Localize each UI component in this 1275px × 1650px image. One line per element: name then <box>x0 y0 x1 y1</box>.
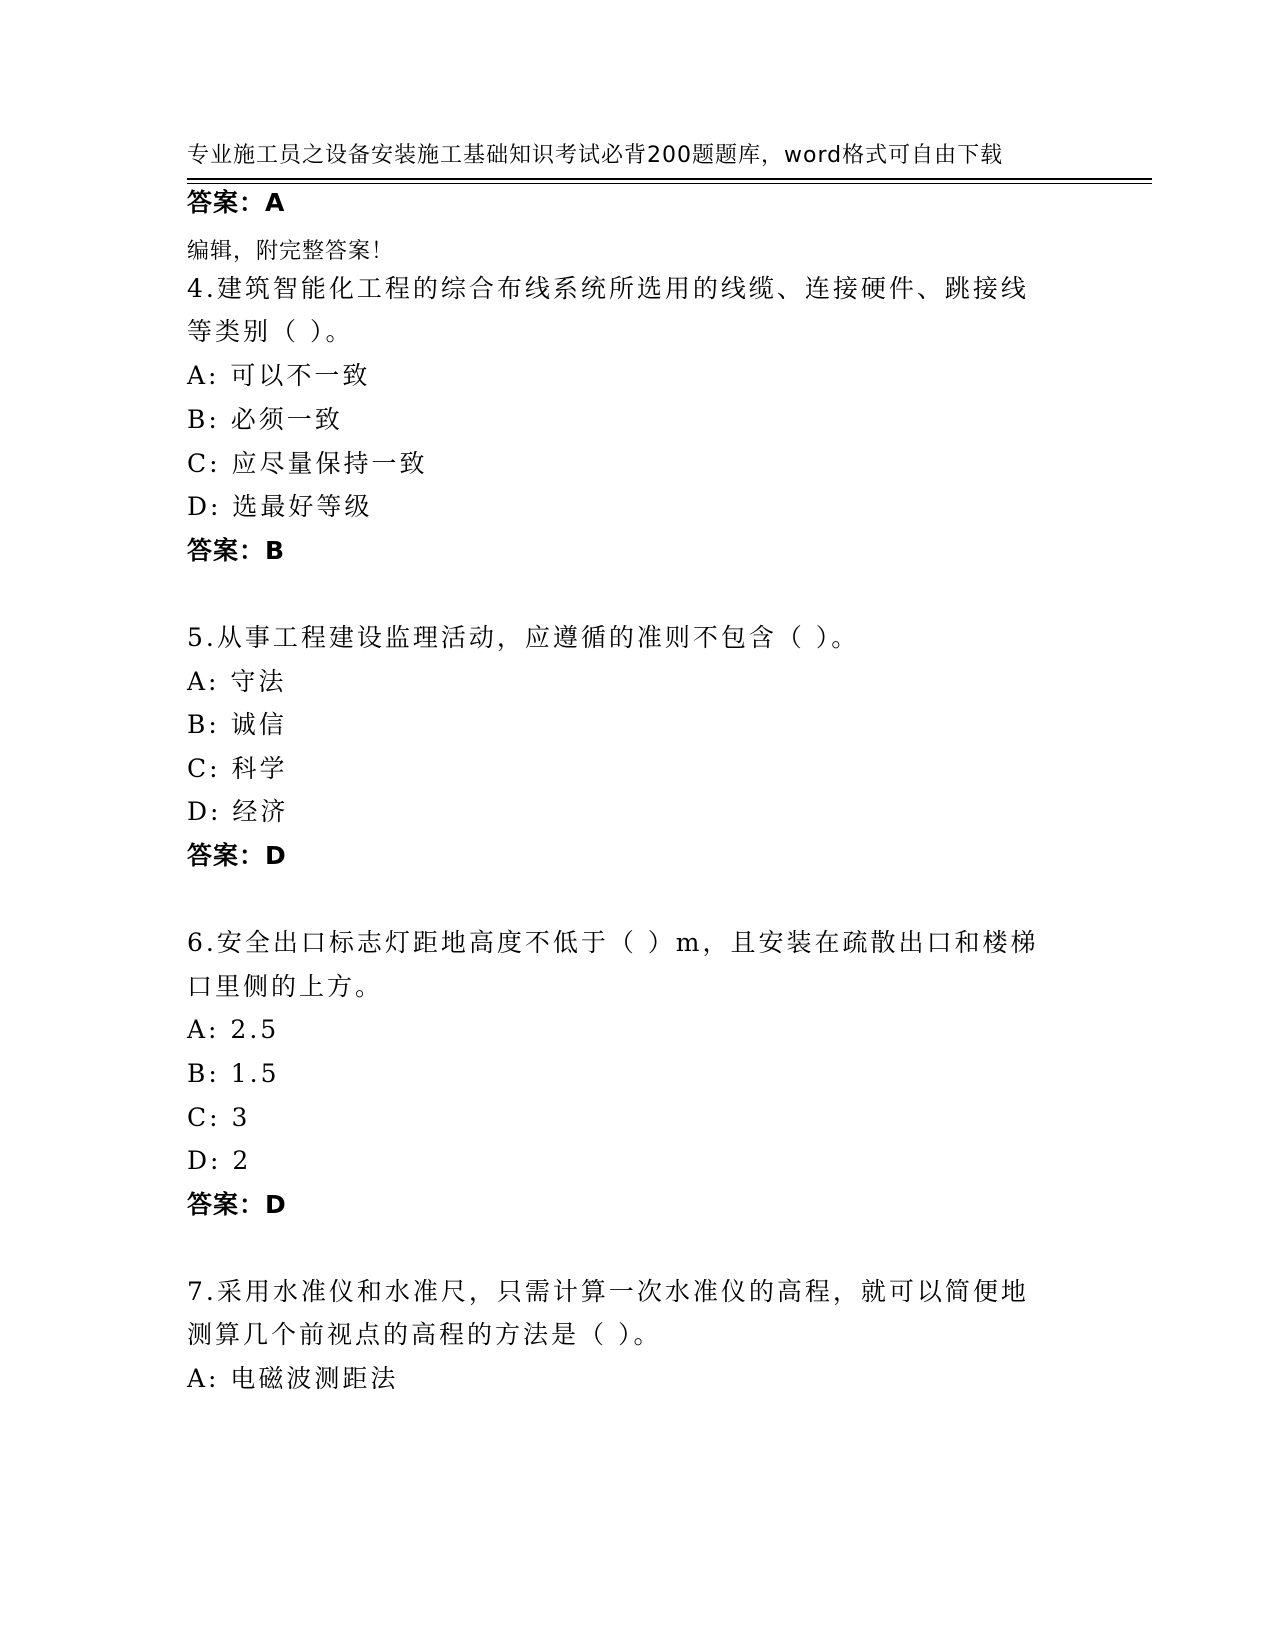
header-rule-thick <box>187 178 1152 180</box>
header-rule-thin <box>187 183 1152 184</box>
question-5-option-d: D: 经济 <box>187 797 289 826</box>
question-7-line-1: 7.采用水准仪和水准尺，只需计算一次水准仪的高程，就可以简便地 <box>187 1277 1029 1306</box>
question-6-option-a: A: 2.5 <box>187 1015 280 1044</box>
question-7-option-a: A: 电磁波测距法 <box>187 1364 399 1393</box>
question-4-line-2: 等类别（ ）。 <box>187 317 354 346</box>
question-5-option-a: A: 守法 <box>187 667 287 696</box>
question-4-line-1: 4.建筑智能化工程的综合布线系统所选用的线缆、连接硬件、跳接线 <box>187 274 1029 303</box>
question-6-line-1: 6.安全出口标志灯距地高度不低于（ ）m，且安装在疏散出口和楼梯 <box>187 928 1039 957</box>
question-6-option-b: B: 1.5 <box>187 1059 280 1088</box>
question-5-option-c: C: 科学 <box>187 754 288 783</box>
question-7-line-2: 测算几个前视点的高程的方法是（ ）。 <box>187 1320 662 1349</box>
question-6-line-2: 口里侧的上方。 <box>187 972 384 1001</box>
header-line-2: 编辑，附完整答案！ <box>187 239 395 264</box>
question-6-option-c: C: 3 <box>187 1103 251 1132</box>
question-4-answer: 答案：B <box>187 536 286 565</box>
question-5-answer: 答案：D <box>187 841 287 870</box>
question-4-option-a: A: 可以不一致 <box>187 361 371 390</box>
question-4-option-b: B: 必须一致 <box>187 405 343 434</box>
header-line-1: 专业施工员之设备安装施工基础知识考试必背200题题库，word格式可自由下载 <box>187 143 1004 168</box>
answer-line: 答案：A <box>187 188 286 217</box>
question-4-option-c: C: 应尽量保持一致 <box>187 449 428 478</box>
question-6-answer: 答案：D <box>187 1190 287 1219</box>
question-5-option-b: B: 诚信 <box>187 710 287 739</box>
question-6-option-d: D: 2 <box>187 1146 252 1175</box>
question-5-line-1: 5.从事工程建设监理活动，应遵循的准则不包含（ ）。 <box>187 623 860 652</box>
question-4-option-d: D: 选最好等级 <box>187 492 373 521</box>
